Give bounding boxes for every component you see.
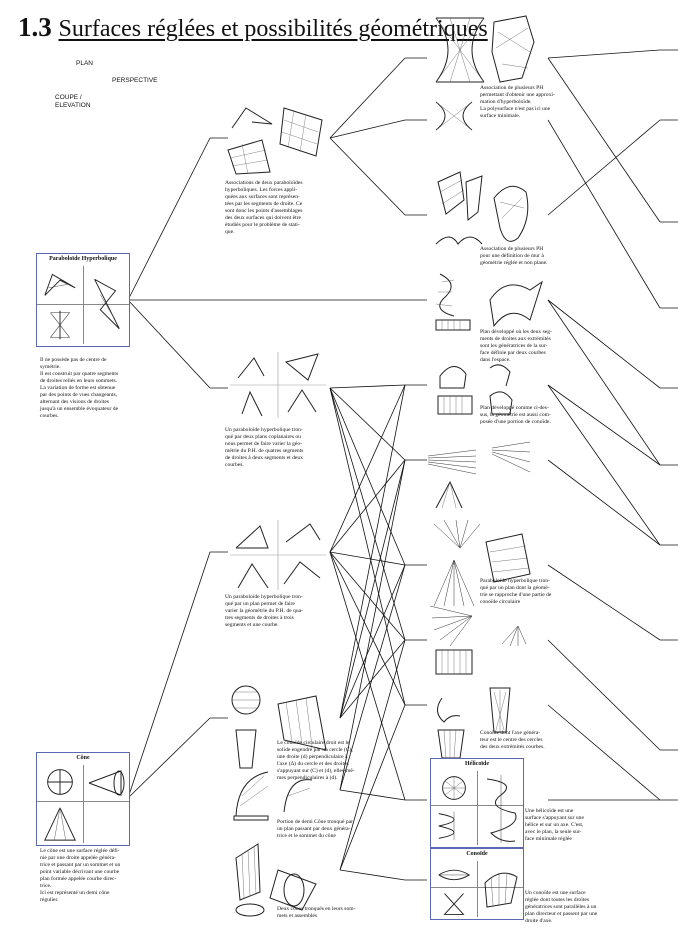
connector-line xyxy=(330,552,405,565)
legend-elevation: ELEVATION xyxy=(55,102,91,109)
conoide-perspective-sketch xyxy=(481,863,521,915)
mid-caption-3: Un paraboloïde hyperbolique tron- qué par un plan permet de faire varier la géométrie du P.H. de qua- tres segments de droites à trois segments et une courbe. xyxy=(225,594,303,628)
connector-line xyxy=(330,385,405,552)
hp-elevation-sketch xyxy=(41,308,79,342)
mid-caption-1: Associations de deux paraboloïdes hyperboliques. Les forces appli- quées aux surfaces sont représen- tées par les segments de droite. Ce sont donc les points d'assemblages des deux surfaces qui doivent être étudiés pour le problème de stati- que. xyxy=(225,180,303,235)
right-caption-4: Plan développé comme ci-des- sus, la géométrie est aussi com- posée d'une portion de conoïde. xyxy=(480,405,551,425)
connector-line xyxy=(330,552,405,705)
conoide-plan-sketch xyxy=(435,863,473,885)
helicoide-plan-sketch xyxy=(435,773,473,803)
root-cone-caption: Le cône est une surface réglée défi- nie par une droite appelée généra- trice et passant par un sommet et un point variable décrivant une courbe plan formée appelée courbe direc- trice. Ici est représenté un demi cône régulier. xyxy=(40,848,121,903)
root-hyperbolic-caption: Il ne possède pas de centre de symétrie. Il est construit par quatre segments de droites reliés en leurs sommets. La variation de forme est obtenue par des points de vues changeants, alternant des visions de droites jusqu'à un ensemble évoquateur de courbes. xyxy=(40,357,119,419)
conoide-box xyxy=(430,848,524,920)
connector-line xyxy=(128,138,210,300)
connector-line xyxy=(548,460,660,545)
connector-line xyxy=(548,50,660,58)
connector-line xyxy=(330,385,405,388)
helicoide-elevation-sketch xyxy=(435,809,473,843)
root-hyperbolic-label: Paraboloïde Hyperbolique xyxy=(49,256,117,262)
connector-line xyxy=(548,385,660,545)
right-sketch-1b xyxy=(432,98,476,134)
mid-sketch-2 xyxy=(228,350,328,420)
connector-line xyxy=(330,388,405,640)
right-caption-3: Plan développé où les deux seg- ments de droites aux extrémités sont les génératrices de la sur- face définie par deux courbes dans l'espace. xyxy=(480,329,552,363)
conoide-label: Conoïde xyxy=(466,851,488,857)
connector-line xyxy=(548,385,660,465)
right-sketch-3 xyxy=(430,270,550,332)
connector-line xyxy=(548,640,660,750)
helicoide-perspective-sketch xyxy=(481,773,521,845)
helicoide-box xyxy=(430,758,524,848)
connector-line xyxy=(548,58,660,222)
mid-caption-4: Le conoïde circulaire droit est le solide engendré par un cercle (C), une droite (d) perpendiculaire à l'axe (Δ) du cercle et des droites s'appuyant sur (C) et (d), elles-mê- mes perpendiculaires à (d). xyxy=(277,740,355,781)
right-caption-1: Association de plusieurs PH permettant d'obtenir une approxi- mation d'hyperboloïde. La polysurface n'est pas ici une surface minimale. xyxy=(480,85,555,119)
connector-line xyxy=(340,870,405,880)
root-cone-box xyxy=(36,752,130,846)
mid-caption-5: Portion de demi Cône tronqué par un plan passant par deux généra- trice et le sommet du cône xyxy=(277,819,353,839)
connector-line xyxy=(128,552,210,798)
connector-line xyxy=(128,300,210,388)
connector-line xyxy=(548,300,660,388)
section-title: Surfaces réglées et possibilités géométriques xyxy=(58,16,488,42)
mid-caption-2: Un paraboloïde hyperbolique tron- qué par deux plans coplanaires ou nous permet de faire varier la géo- métrie du P.H. de quatres segments de droites à deux segments et deux courbes. xyxy=(225,427,304,468)
legend-coupe: COUPE / xyxy=(55,94,82,101)
connector-line xyxy=(330,388,405,705)
legend-plan: PLAN xyxy=(76,60,93,67)
right-caption-7: Une hélicoïde est une surface s'appuyant sur une hélice et sur un axe. C'est, avec le plan, la seule sur- face minimale réglée xyxy=(525,808,584,842)
connector-line xyxy=(330,58,405,138)
legend-perspective: PERSPECTIVE xyxy=(112,77,158,84)
helicoide-label: Hélicoïde xyxy=(465,761,489,767)
right-sketch-7 xyxy=(428,596,540,676)
right-sketch-2 xyxy=(430,168,550,252)
mid-sketch-1 xyxy=(222,100,330,176)
connector-line xyxy=(330,138,405,215)
cone-plan-sketch xyxy=(41,765,79,799)
conoide-elevation-sketch xyxy=(435,891,473,917)
section-number: 1.3 xyxy=(18,12,52,42)
right-sketch-5 xyxy=(426,440,536,510)
hp-perspective-sketch xyxy=(87,270,125,340)
connector-line xyxy=(330,388,405,460)
connector-line xyxy=(548,705,660,800)
connector-line xyxy=(548,120,660,215)
root-hyperbolic-paraboloid-box xyxy=(36,253,130,347)
mid-caption-6: Deux cônes tronqués en leurs som- mets et assemblés xyxy=(277,906,356,919)
connector-line xyxy=(548,565,660,640)
mid-sketch-3 xyxy=(228,518,328,592)
mid-sketch-5 xyxy=(228,766,320,822)
right-caption-2: Association de plusieurs PH pour une définition de mur à géométrie réglée et non plane. xyxy=(480,246,548,266)
connector-line xyxy=(128,718,210,798)
cone-perspective-sketch xyxy=(85,767,127,799)
right-caption-6: Conoïde dont l'axe généra- teur est le centre des cercles des deux extrémités courbes. xyxy=(480,730,545,750)
right-sketch-1 xyxy=(430,12,542,90)
connector-line xyxy=(340,790,405,800)
connector-line xyxy=(330,120,405,138)
hp-plan-sketch xyxy=(41,268,79,300)
cone-elevation-sketch xyxy=(41,805,79,843)
right-caption-8: Un conoïde est une surface réglée dont toutes les droites génératrices sont parallèles à un plan directeur et passent par une droite d'axe. xyxy=(525,890,598,924)
page-title xyxy=(18,12,488,44)
root-cone-label: Cône xyxy=(76,755,90,761)
connector-line xyxy=(330,552,405,640)
connector-line xyxy=(548,120,660,308)
connector-line xyxy=(340,705,405,870)
right-caption-5: Paraboloïde hyperbolique tron- qué par un plan dont la géomé- trie se rapproche d'une partie de conoïde circulaire xyxy=(480,578,552,605)
connector-line xyxy=(548,300,660,465)
